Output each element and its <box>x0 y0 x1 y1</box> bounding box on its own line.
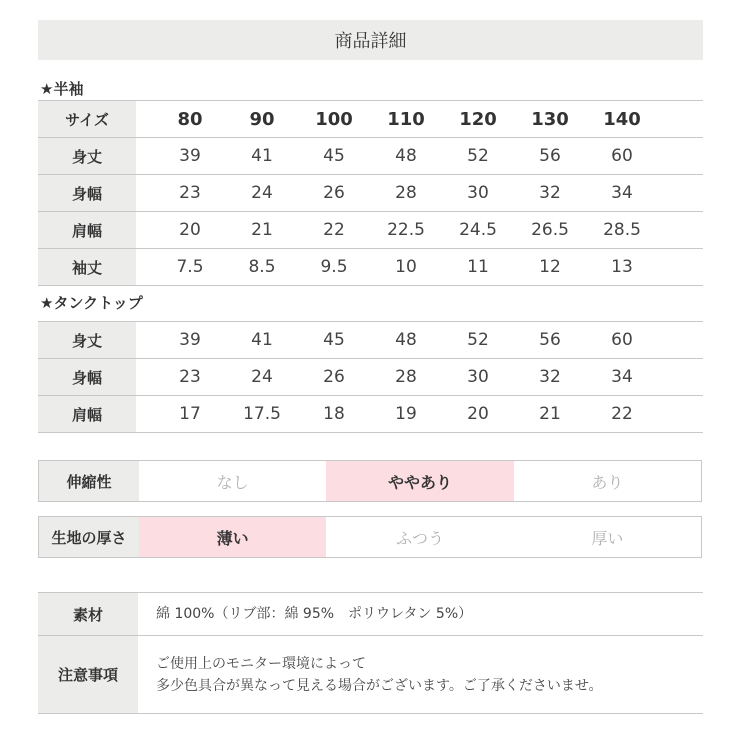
row-label: 身幅 <box>38 175 136 212</box>
table-cell: 48 <box>370 138 442 175</box>
table-cell: 30 <box>442 359 514 396</box>
table-cell: 20 <box>154 212 226 249</box>
table-cell: 32 <box>514 175 586 212</box>
thickness-option-normal: ふつう <box>395 528 444 548</box>
table-cell: 28.5 <box>586 212 658 249</box>
table-cell: 21 <box>226 212 298 249</box>
table-cell: 56 <box>514 138 586 175</box>
row-label: 肩幅 <box>38 212 136 249</box>
row-label: 肩幅 <box>38 396 136 433</box>
table-cell: 8.5 <box>226 249 298 286</box>
table-cell: 52 <box>442 322 514 359</box>
table-row <box>38 359 703 396</box>
table-row <box>38 396 703 433</box>
table-cell: 23 <box>154 359 226 396</box>
tank-top-size-table <box>38 321 703 433</box>
table-cell: 20 <box>442 396 514 433</box>
table-cell: 34 <box>586 175 658 212</box>
table-row <box>38 249 703 286</box>
size-label: サイズ <box>38 101 136 138</box>
thickness-option-thick: 厚い <box>591 528 624 548</box>
table-cell: 13 <box>586 249 658 286</box>
stretch-option-yes: あり <box>591 472 624 492</box>
material-row <box>38 593 703 636</box>
thickness-scale <box>38 516 702 558</box>
table-cell: 30 <box>442 175 514 212</box>
table-cell: 26 <box>298 359 370 396</box>
stretch-option-slight: ややあり <box>326 461 513 501</box>
table-cell: 11 <box>442 249 514 286</box>
info-table <box>38 592 703 714</box>
size-90: 90 <box>226 101 298 138</box>
table-cell: 39 <box>154 322 226 359</box>
table-cell: 12 <box>514 249 586 286</box>
notes-label: 注意事項 <box>38 636 138 714</box>
size-130: 130 <box>514 101 586 138</box>
table-row <box>38 175 703 212</box>
short-sleeve-heading: ★半袖 <box>40 80 84 98</box>
table-row <box>38 212 703 249</box>
table-cell: 45 <box>298 322 370 359</box>
table-cell: 22 <box>298 212 370 249</box>
table-cell: 17 <box>154 396 226 433</box>
page-title: 商品詳細 <box>334 31 407 52</box>
size-100: 100 <box>298 101 370 138</box>
row-label: 身幅 <box>38 359 136 396</box>
table-cell: 28 <box>370 175 442 212</box>
thickness-label: 生地の厚さ <box>39 517 139 557</box>
table-cell: 56 <box>514 322 586 359</box>
notes-line-1: ご使用上のモニター環境によって <box>156 655 366 672</box>
size-120: 120 <box>442 101 514 138</box>
stretch-label: 伸縮性 <box>39 461 139 501</box>
table-cell: 18 <box>298 396 370 433</box>
table-cell: 24 <box>226 175 298 212</box>
table-cell: 19 <box>370 396 442 433</box>
size-80: 80 <box>154 101 226 138</box>
row-label: 身丈 <box>38 138 136 175</box>
stretch-scale <box>38 460 702 502</box>
row-label: 袖丈 <box>38 249 136 286</box>
size-140: 140 <box>586 101 658 138</box>
table-cell: 60 <box>586 138 658 175</box>
title-bar <box>38 20 703 60</box>
table-row <box>38 138 703 175</box>
short-sleeve-size-table <box>38 100 703 286</box>
size-header-row <box>38 101 703 138</box>
table-cell: 21 <box>514 396 586 433</box>
table-row <box>38 322 703 359</box>
table-cell: 7.5 <box>154 249 226 286</box>
table-cell: 39 <box>154 138 226 175</box>
table-cell: 22 <box>586 396 658 433</box>
table-cell: 41 <box>226 322 298 359</box>
size-110: 110 <box>370 101 442 138</box>
table-cell: 26 <box>298 175 370 212</box>
notes-value <box>138 636 703 714</box>
row-label: 身丈 <box>38 322 136 359</box>
table-cell: 22.5 <box>370 212 442 249</box>
table-cell: 26.5 <box>514 212 586 249</box>
notes-row <box>38 636 703 714</box>
material-label: 素材 <box>38 593 138 636</box>
table-cell: 48 <box>370 322 442 359</box>
table-cell: 32 <box>514 359 586 396</box>
table-cell: 45 <box>298 138 370 175</box>
stretch-option-none: なし <box>216 472 249 492</box>
table-cell: 9.5 <box>298 249 370 286</box>
thickness-option-thin: 薄い <box>139 517 326 557</box>
table-cell: 24.5 <box>442 212 514 249</box>
table-cell: 60 <box>586 322 658 359</box>
tank-top-heading: ★タンクトップ <box>40 294 143 312</box>
table-cell: 23 <box>154 175 226 212</box>
material-value: 綿 100%（リブ部：綿 95% ポリウレタン 5%） <box>138 593 703 636</box>
table-cell: 28 <box>370 359 442 396</box>
table-cell: 34 <box>586 359 658 396</box>
table-cell: 17.5 <box>226 396 298 433</box>
table-cell: 10 <box>370 249 442 286</box>
table-cell: 24 <box>226 359 298 396</box>
table-cell: 41 <box>226 138 298 175</box>
notes-line-2: 多少色具合が異なって見える場合がございます。ご了承くださいませ。 <box>156 677 603 694</box>
table-cell: 52 <box>442 138 514 175</box>
